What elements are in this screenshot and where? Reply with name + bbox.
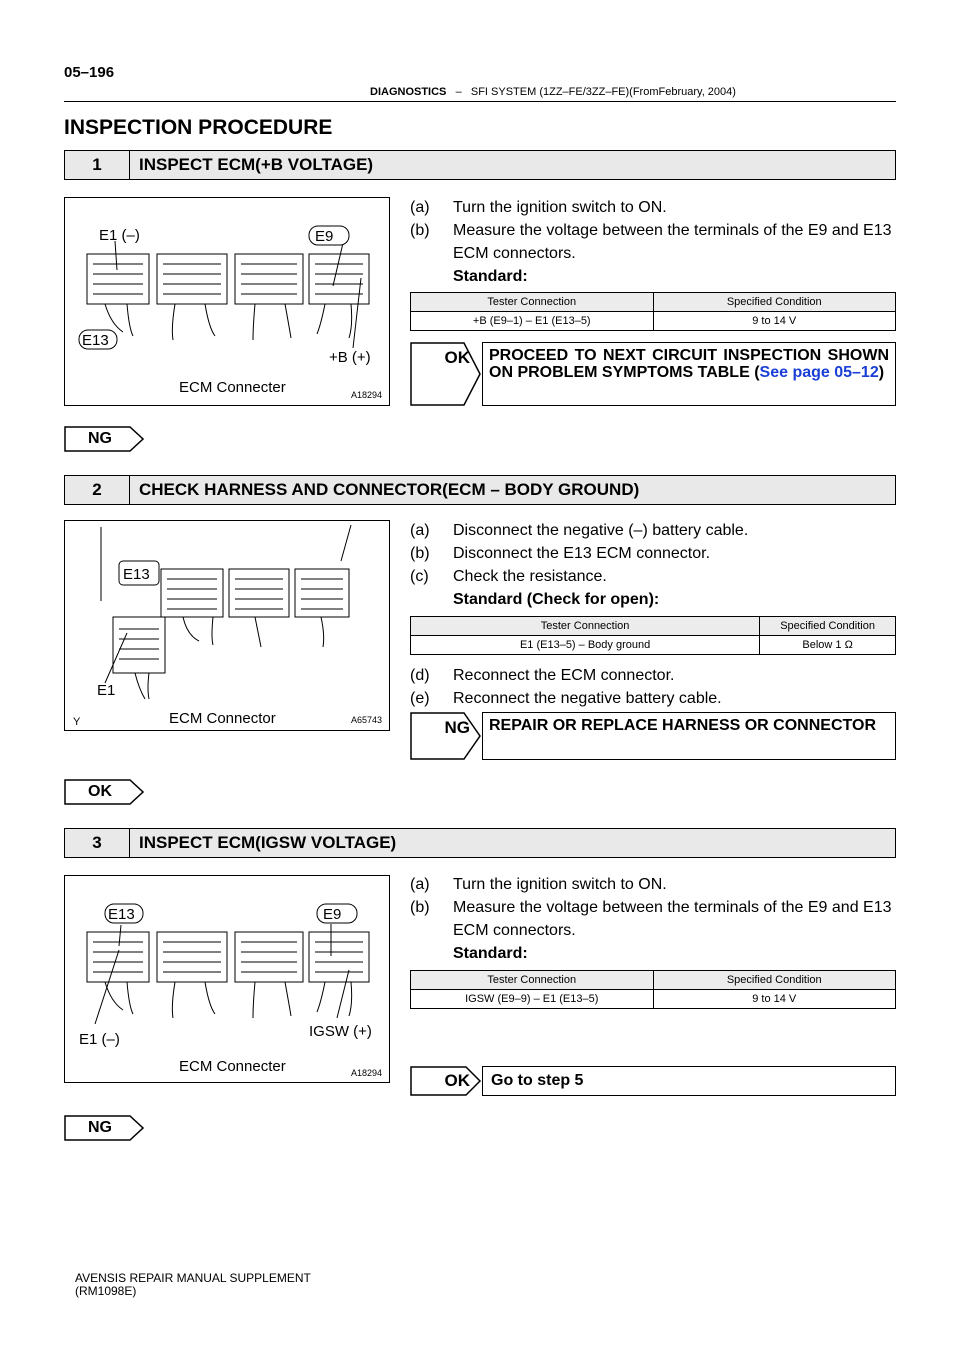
footer <box>75 1272 311 1298</box>
instr-label: (b) <box>410 899 430 916</box>
table-header: Specified Condition <box>760 617 896 636</box>
result-tag-label: OK <box>444 1071 470 1090</box>
step-2-title: CHECK HARNESS AND CONNECTOR(ECM – BODY GROUND) <box>139 480 640 499</box>
figure-code: A65743 <box>351 715 383 725</box>
header-subtitle: SFI SYSTEM (1ZZ–FE/3ZZ–FE)(FromFebruary, 2004) <box>470 86 736 98</box>
ecm-connector-diagram-2 <box>65 521 389 730</box>
step-1-number: 1 <box>65 151 130 179</box>
instr-label: (a) <box>410 876 430 893</box>
table-cell: 9 to 14 V <box>653 312 896 331</box>
label-e13: E13 <box>82 332 109 349</box>
result-tag <box>410 712 482 760</box>
step-2-result <box>410 712 896 760</box>
instr-text: Measure the voltage between the terminals of the E9 and E13 ECM connectors. <box>453 222 892 262</box>
result-tag <box>410 1066 482 1096</box>
link-close: ) <box>878 364 885 381</box>
running-header <box>370 86 736 98</box>
header-rule <box>64 101 896 102</box>
instr-label: (c) <box>410 568 429 585</box>
step-1-instructions <box>410 196 900 288</box>
figure-code: A18294 <box>351 1068 383 1078</box>
table-header: Specified Condition <box>653 293 896 312</box>
step-2-instructions <box>410 519 900 611</box>
label-igsw: IGSW (+) <box>309 1023 372 1040</box>
next-label: NG <box>88 430 112 447</box>
instr-text: Turn the ignition switch to ON. <box>453 876 667 893</box>
step-2-next-pill <box>64 779 144 805</box>
step-3-instructions <box>410 873 900 965</box>
step-1-result <box>410 342 896 406</box>
next-label: OK <box>88 783 112 800</box>
table-header: Specified Condition <box>653 971 896 990</box>
step-1-bar <box>64 150 896 180</box>
table-header: Tester Connection <box>411 971 654 990</box>
label-e1-minus: E1 (–) <box>79 1031 120 1048</box>
footer-line-1: AVENSIS REPAIR MANUAL SUPPLEMENT <box>75 1271 311 1285</box>
label-ecm-connecter: ECM Connecter <box>179 379 286 396</box>
result-text-box <box>482 342 896 406</box>
step-1-next-pill <box>64 426 144 452</box>
label-ecm-connecter: ECM Connecter <box>179 1058 286 1075</box>
instr-text: Disconnect the negative (–) battery cable. <box>453 522 749 539</box>
page-number: 05–196 <box>64 64 115 81</box>
standard-label: Standard: <box>453 268 528 285</box>
result-text: REPAIR OR REPLACE HARNESS OR CONNECTOR <box>489 717 876 734</box>
instr-label: (b) <box>410 222 430 239</box>
table-cell: E1 (E13–5) – Body ground <box>411 636 760 655</box>
instr-label: (a) <box>410 522 430 539</box>
step-2-figure <box>64 520 390 731</box>
header-section: DIAGNOSTICS <box>370 86 447 98</box>
standard-label: Standard (Check for open): <box>453 591 660 608</box>
label-ecm-connector: ECM Connector <box>169 710 276 727</box>
table-header: Tester Connection <box>411 293 654 312</box>
result-text-box <box>482 712 896 760</box>
header-separator: – <box>455 86 462 98</box>
step-2-bar <box>64 475 896 505</box>
instr-label: (e) <box>410 690 430 707</box>
instr-text: Disconnect the E13 ECM connector. <box>453 545 711 562</box>
label-e13: E13 <box>123 566 150 583</box>
result-text: PROCEED TO NEXT CIRCUIT INSPECTION SHOWN ON PROBLEM SYMPTOMS TABLE <box>489 347 889 381</box>
instr-label: (d) <box>410 667 430 684</box>
label-e1-minus: E1 (–) <box>99 227 140 244</box>
label-e1: E1 <box>97 682 116 699</box>
result-text: Go to step 5 <box>491 1072 584 1089</box>
table-cell: IGSW (E9–9) – E1 (E13–5) <box>411 990 654 1009</box>
step-3-figure <box>64 875 390 1083</box>
instr-label: (b) <box>410 545 430 562</box>
spec-table-2 <box>410 616 896 655</box>
label-plus-b: +B (+) <box>329 349 371 366</box>
spec-table-1 <box>410 292 896 331</box>
step-3-result <box>410 1066 896 1096</box>
result-tag-label: NG <box>444 718 470 737</box>
step-1-figure <box>64 197 390 406</box>
label-y: Y <box>73 716 81 728</box>
see-page-link[interactable]: See page 05–12 <box>759 364 879 381</box>
step-2-number: 2 <box>65 476 130 504</box>
label-e13: E13 <box>108 906 135 923</box>
label-e9: E9 <box>315 228 334 245</box>
instr-text: Turn the ignition switch to ON. <box>453 199 667 216</box>
ecm-connector-diagram-3 <box>65 876 389 1082</box>
result-text-box <box>482 1066 896 1096</box>
step-3-next-pill <box>64 1115 144 1141</box>
step-1-title: INSPECT ECM(+B VOLTAGE) <box>139 155 374 174</box>
figure-code: A18294 <box>351 390 383 400</box>
page-title: INSPECTION PROCEDURE <box>64 116 333 139</box>
footer-line-2: (RM1098E) <box>75 1284 137 1298</box>
instr-text: Reconnect the negative battery cable. <box>453 690 722 707</box>
instr-label: (a) <box>410 199 430 216</box>
next-label: NG <box>88 1119 112 1136</box>
result-tag-label: OK <box>444 348 470 367</box>
step-3-bar <box>64 828 896 858</box>
table-header: Tester Connection <box>411 617 760 636</box>
ecm-connector-diagram-1 <box>65 198 389 405</box>
step-3-title: INSPECT ECM(IGSW VOLTAGE) <box>139 833 397 852</box>
step-2-instructions-after <box>410 664 900 710</box>
instr-text: Measure the voltage between the terminals of the E9 and E13 ECM connectors. <box>453 899 892 939</box>
table-cell: 9 to 14 V <box>653 990 896 1009</box>
result-tag <box>410 342 482 406</box>
instr-text: Check the resistance. <box>453 568 607 585</box>
standard-label: Standard: <box>453 945 528 962</box>
label-e9: E9 <box>323 906 342 923</box>
instr-text: Reconnect the ECM connector. <box>453 667 675 684</box>
spec-table-3 <box>410 970 896 1009</box>
step-3-number: 3 <box>65 829 130 857</box>
link-open: ( <box>754 364 760 381</box>
table-cell: +B (E9–1) – E1 (E13–5) <box>411 312 654 331</box>
table-cell: Below 1 Ω <box>760 636 896 655</box>
